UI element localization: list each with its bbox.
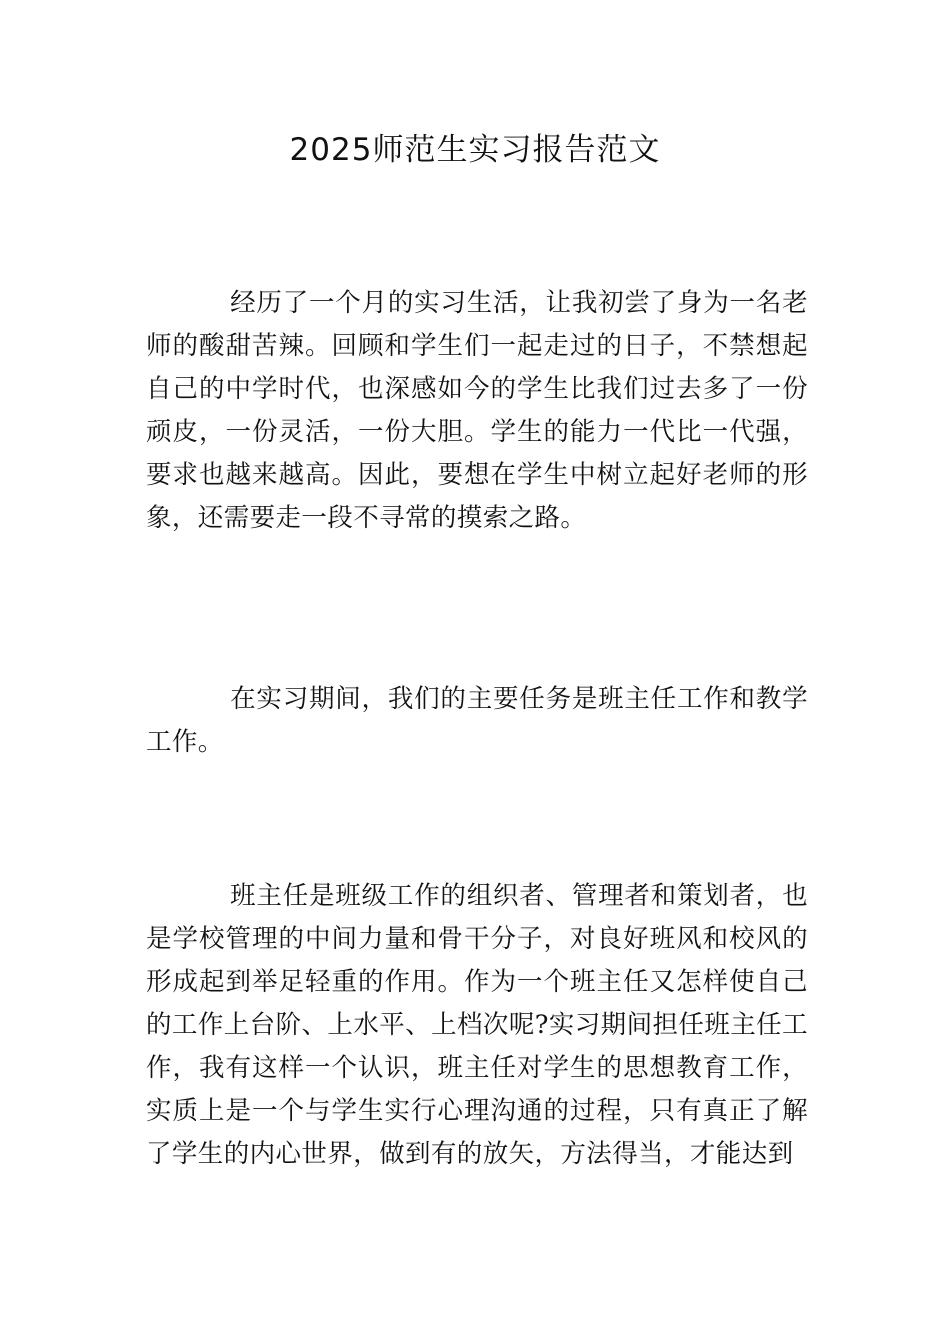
paragraph-2: 在实习期间，我们的主要任务是班主任工作和教学工作。	[146, 684, 808, 757]
paragraph-1: 经历了一个月的实习生活，让我初尝了身为一名老师的酸甜苦辣。回顾和学生们一起走过的日子，不禁想起自己的中学时代，也深感如今的学生比我们过去多了一份顽皮，一份灵活，一份大胆。学生的能力一代比一代强，要求也越来越高。因此，要想在学生中树立起好老师的形象，还需要走一段不寻常的摸索之路。	[146, 288, 808, 533]
document-title: 2025师范生实习报告范文	[289, 132, 661, 168]
paragraph-3: 班主任是班级工作的组织者、管理者和策划者，也是学校管理的中间力量和骨干分子，对良好班风和校风的形成起到举足轻重的作用。作为一个班主任又怎样使自己的工作上台阶、上水平、上档次呢?实习期间担任班主任工作，我有这样一个认识，班主任对学生的思想教育工作，实质上是一个与学生实行心理沟通的过程，只有真正了解了学生的内心世界，做到有的放矢，方法得当，才能达到	[146, 881, 808, 1169]
